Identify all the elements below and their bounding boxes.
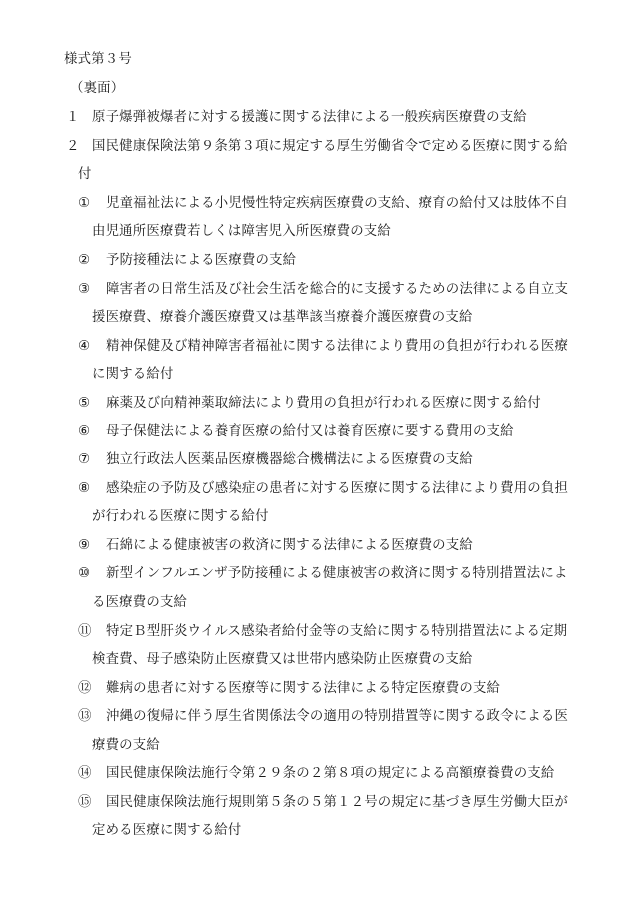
subitem-9: [78, 537, 473, 555]
subitem-number: ②: [78, 253, 91, 268]
subitem-text: 国民健康保険法施行規則第５条の５第１２号の規定に基づき厚生労働大臣が: [106, 795, 569, 810]
subitem-text: 予防接種法による医療費の支給: [106, 253, 297, 268]
subitem-15: [78, 794, 568, 812]
subitem-13-continuation: 療費の支給: [92, 738, 160, 753]
subitem-10: [78, 565, 568, 583]
item-number: ２: [66, 139, 80, 154]
subitem-text: 特定Ｂ型肝炎ウイルス感染者給付金等の支給に関する特別措置法による定期: [106, 624, 568, 639]
subitem-number: ③: [78, 282, 91, 297]
subitem-5: [78, 395, 541, 413]
subitem-number: ⑨: [78, 538, 91, 553]
item-number: １: [66, 110, 80, 125]
subitem-number: ⑪: [78, 624, 92, 639]
subitem-10-continuation: る医療費の支給: [92, 595, 188, 610]
subitem-text: 児童福祉法による小児慢性特定疾病医療費の支給、療育の給付又は肢体不自: [106, 196, 569, 211]
form-number: 様式第３号: [64, 52, 132, 67]
subitem-number: ⑦: [78, 452, 91, 467]
subitem-15-continuation: 定める医療に関する給付: [92, 823, 242, 838]
item-text: 国民健康保険法第９条第３項に規定する厚生労働省令で定める医療に関する給: [92, 139, 568, 154]
subitem-number: ①: [78, 196, 91, 211]
subitem-text: 沖縄の復帰に伴う厚生省関係法令の適用の特別措置等に関する政令による医: [106, 709, 569, 724]
subitem-6: [78, 423, 514, 441]
subitem-3: [78, 281, 568, 299]
subitem-number: ⑮: [78, 795, 92, 810]
subitem-8-continuation: が行われる医療に関する給付: [92, 509, 269, 524]
subitem-text: 精神保健及び精神障害者福祉に関する法律により費用の負担が行われる医療: [106, 339, 569, 354]
subitem-14: [78, 765, 555, 783]
subitem-4-continuation: に関する給付: [92, 367, 174, 382]
subitem-number: ⑫: [78, 681, 92, 696]
subitem-8: [78, 480, 568, 498]
subitem-text: 石綿による健康被害の救済に関する法律による医療費の支給: [106, 538, 473, 553]
subitem-3-continuation: 援医療費、療養介護医療費又は基準該当療養介護医療費の支給: [92, 310, 473, 325]
subitem-number: ④: [78, 339, 91, 354]
subitem-2: [78, 252, 296, 270]
subitem-number: ⑥: [78, 424, 91, 439]
subitem-text: 麻薬及び向精神薬取締法により費用の負担が行われる医療に関する給付: [106, 396, 541, 411]
subitem-1: [78, 195, 568, 213]
subitem-text: 感染症の予防及び感染症の患者に対する医療に関する法律により費用の負担: [106, 481, 569, 496]
subitem-13: [78, 708, 568, 726]
subitem-number: ⑧: [78, 481, 91, 496]
subitem-1-continuation: 由児通所医療費若しくは障害児入所医療費の支給: [92, 224, 391, 239]
subitem-number: ⑤: [78, 396, 91, 411]
side-label: （裏面）: [70, 81, 125, 96]
item-text: 原子爆弾被爆者に対する援護に関する法律による一般疾病医療費の支給: [92, 110, 527, 125]
subitem-number: ⑬: [78, 709, 92, 724]
subitem-text: 国民健康保険法施行令第２９条の２第８項の規定による高額療養費の支給: [106, 766, 555, 781]
item-2: [66, 138, 568, 156]
subitem-number: ⑭: [78, 766, 92, 781]
subitem-text: 新型インフルエンザ予防接種による健康被害の救済に関する特別措置法によ: [106, 566, 568, 581]
subitem-text: 母子保健法による養育医療の給付又は養育医療に要する費用の支給: [106, 424, 514, 439]
subitem-7: [78, 451, 473, 469]
subitem-text: 障害者の日常生活及び社会生活を総合的に支援するための法律による自立支: [106, 282, 569, 297]
item-1: [66, 109, 527, 127]
subitem-text: 難病の患者に対する医療等に関する法律による特定医療費の支給: [106, 681, 501, 696]
subitem-11-continuation: 検査費、母子感染防止医療費又は世帯内感染防止医療費の支給: [92, 652, 473, 667]
subitem-number: ⑩: [78, 566, 91, 581]
subitem-text: 独立行政法人医薬品医療機器総合機構法による医療費の支給: [106, 452, 473, 467]
subitem-4: [78, 338, 568, 356]
item-2-continuation: 付: [78, 167, 92, 182]
subitem-11: [78, 623, 567, 641]
subitem-12: [78, 680, 500, 698]
